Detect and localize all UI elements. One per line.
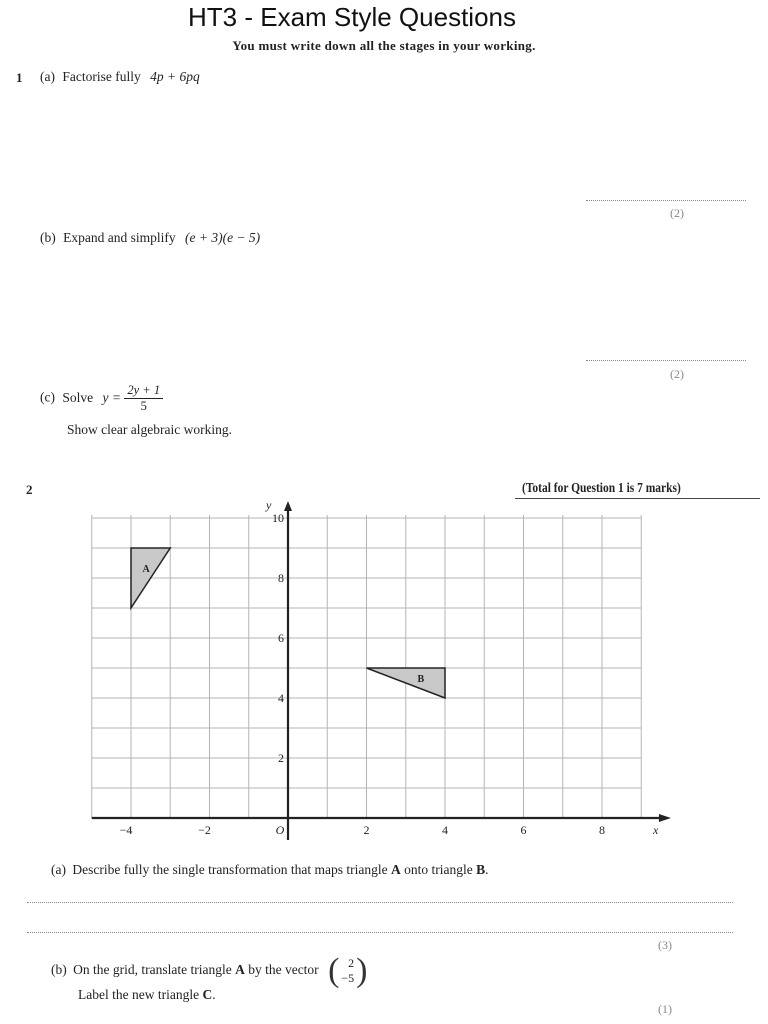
expression: 4p + 6pq <box>150 69 200 84</box>
note-text: Label the new triangle <box>78 987 200 1002</box>
vector-x: 2 <box>348 956 355 970</box>
expression: (e + 3)(e − 5) <box>184 230 261 245</box>
x-axis-label: x <box>652 823 659 837</box>
part-label: (a) <box>40 69 55 84</box>
marks-2b: (1) <box>658 1002 672 1016</box>
origin-label: O <box>275 823 285 837</box>
x-tick-label: 4 <box>442 823 448 837</box>
triangle-a-label: A <box>142 564 150 575</box>
part-text-2: onto triangle <box>404 862 473 877</box>
question-1-number: 1 <box>16 70 23 85</box>
marks-2a: (3) <box>658 938 672 952</box>
marks-1a: (2) <box>670 206 684 220</box>
question-1-total: (Total for Question 1 is 7 marks) <box>522 481 681 496</box>
question-2a <box>51 862 489 878</box>
triangle-a-ref: A <box>391 862 401 877</box>
part-label: (c) <box>40 389 55 405</box>
y-tick-label: 6 <box>278 631 284 645</box>
x-tick-label: 6 <box>520 823 527 837</box>
page-title: HT3 - Exam Style Questions <box>188 2 516 32</box>
instruction-text: You must write down all the stages in your working. <box>232 38 536 53</box>
part-text-3: . <box>485 862 489 877</box>
part-label: (b) <box>51 962 67 978</box>
part-text: On the grid, translate triangle <box>73 962 232 978</box>
fraction-denominator: 5 <box>140 399 147 413</box>
part-label: (a) <box>51 862 66 877</box>
triangle-b-label: B <box>417 674 425 685</box>
question-1c-note: Show clear algebraic working. <box>67 422 232 437</box>
x-axis-arrow <box>659 814 671 822</box>
y-axis-label: y <box>266 498 272 512</box>
question-2b <box>51 954 368 988</box>
answer-line-2a-1[interactable] <box>27 902 733 903</box>
y-axis-arrow <box>284 501 292 511</box>
part-label: (b) <box>40 230 56 245</box>
part-text: Solve <box>62 389 94 405</box>
grid-lines <box>92 515 642 818</box>
y-tick-label: 2 <box>278 751 284 765</box>
part-text: Describe fully the single transformation that maps triangle <box>72 862 388 877</box>
y-tick-label: 4 <box>278 691 284 705</box>
x-tick-label: −2 <box>198 823 211 837</box>
y-tick-label: 10 <box>272 511 284 525</box>
note-text-2: . <box>212 987 216 1002</box>
fraction-numerator: 2y + 1 <box>124 383 163 399</box>
question-2b-note <box>78 987 216 1003</box>
triangle-a-ref: A <box>235 962 245 978</box>
vector-bracket-left: ( <box>328 952 340 989</box>
x-tick-label: 2 <box>363 823 370 837</box>
vector-bracket-right: ) <box>356 952 368 989</box>
vector-y: −5 <box>341 971 355 985</box>
x-tick-label: 8 <box>599 823 605 837</box>
triangle-b-ref: B <box>476 862 486 877</box>
question-2-number: 2 <box>26 482 33 497</box>
marks-1b: (2) <box>670 367 684 381</box>
triangle-c-ref: C <box>202 987 213 1002</box>
y-tick-label: 8 <box>278 571 284 585</box>
part-text: Expand and simplify <box>63 230 176 245</box>
part-text-2: by the vector <box>248 962 319 978</box>
equation-lhs: y = <box>102 389 121 405</box>
translation-vector <box>328 954 367 988</box>
answer-line-2a-2[interactable] <box>27 932 733 933</box>
x-tick-label: −4 <box>119 823 133 837</box>
part-text: Factorise fully <box>62 69 141 84</box>
